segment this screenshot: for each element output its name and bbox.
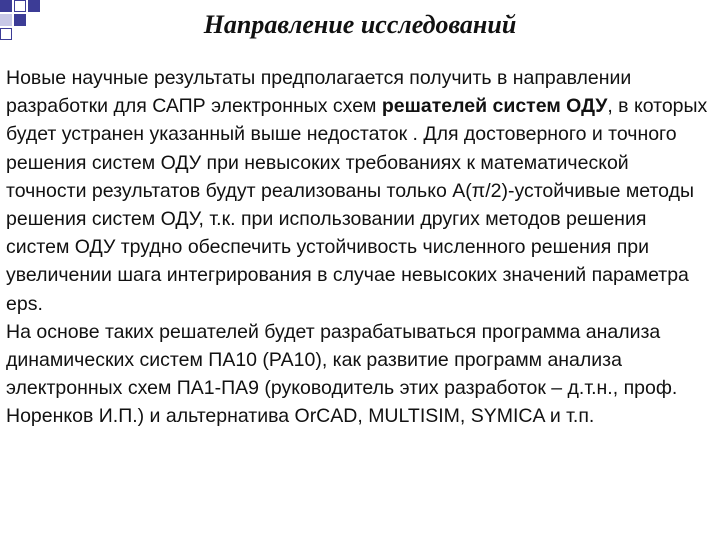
paragraph-2: На основе таких решателей будет разрабатываться программа анализа динамических систем ПА10 (РА10), как развитие программ анализа электронных схем ПА1-ПА9 (руководитель этих разработок – д.т.н., проф. Норенков И.П.) и альтернатива OrCAD, MULTISIM, SYMICA и т.п. (6, 320, 678, 428)
decor-square (14, 0, 26, 12)
decor-square (14, 14, 26, 26)
decor-square (0, 0, 12, 12)
decor-square (28, 0, 40, 12)
paragraph-1-start: Новые научные результаты предполагается получить в направлении разработки для САПР электронных схем (6, 67, 632, 118)
paragraph-1-bold: решателей систем ОДУ (381, 95, 608, 118)
corner-decoration (0, 0, 60, 40)
paragraph-1-end: , в которых будет устранен указанный выше недостаток . Для достоверного и точного решения систем ОДУ при невысоких требованиях к математической точности результатов будут реализованы только A(π/2)-устойчивые методы решения систем ОДУ, т.к. при использовании других методов решения систем ОДУ трудно обеспечить устойчивость численного решения при увеличении шага интегрирования в случае невысоких значений параметра eps. (6, 95, 708, 315)
decor-square (0, 28, 12, 40)
decor-square (0, 14, 12, 26)
paragraph-1 (6, 64, 714, 318)
slide-title: Направление исследований (203, 10, 517, 39)
slide-body (6, 64, 714, 431)
